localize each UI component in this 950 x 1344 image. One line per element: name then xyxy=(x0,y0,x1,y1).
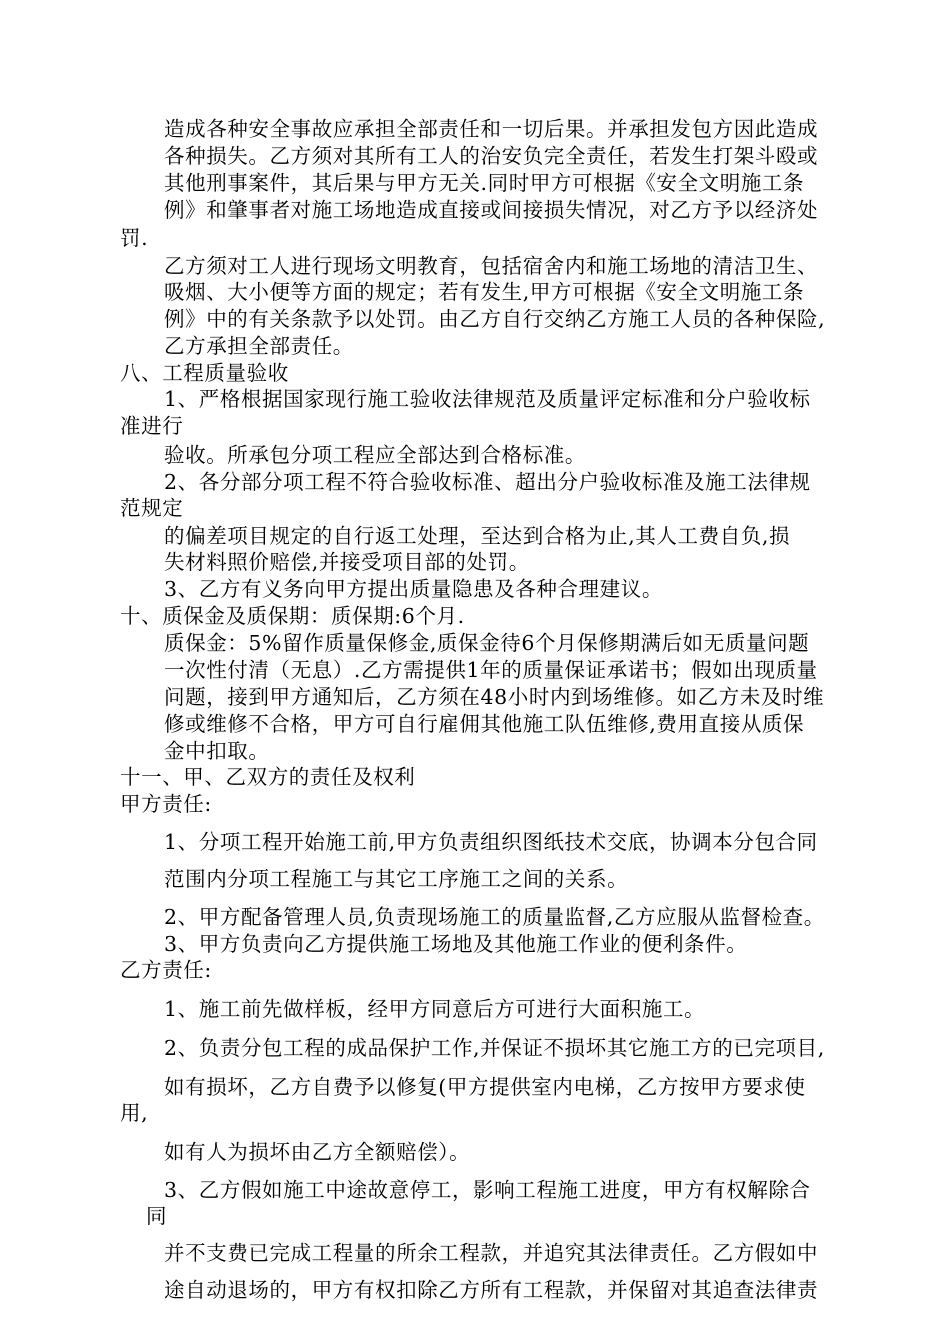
text-line: 3、甲方负责向乙方提供施工场地及其他施工作业的便利条件。 xyxy=(164,932,748,956)
text-line: 乙方须对工人进行现场文明教育，包括宿舍内和施工场地的清洁卫生、 xyxy=(164,254,819,278)
section-heading: 十一、甲、乙双方的责任及权利 xyxy=(120,765,416,789)
text-line: 3、乙方假如施工中途故意停工，影响工程施工进度，甲方有权解除合 xyxy=(164,1178,811,1202)
text-line: 的偏差项目规定的自行返工处理，至达到合格为止,其人工费自负,损 xyxy=(164,524,791,548)
text-line: 1、严格根据国家现行施工验收法律规范及质量评定标准和分户验收标 xyxy=(164,387,811,411)
text-line: 修或维修不合格，甲方可自行雇佣其他施工队伍维修,费用直接从质保 xyxy=(164,712,805,736)
section-heading: 八、工程质量验收 xyxy=(120,361,289,385)
text-line: 准进行 xyxy=(120,414,184,438)
text-line: 范规定 xyxy=(120,496,184,520)
text-line: 2、各分部分项工程不符合验收标准、超出分户验收标准及施工法律规 xyxy=(164,470,811,494)
subheading: 乙方责任: xyxy=(120,958,212,982)
text-line: 3、乙方有义务向甲方提出质量隐患及各种合理建议。 xyxy=(164,577,663,601)
section-heading: 十、质保金及质保期：质保期:6个月. xyxy=(120,604,465,628)
text-line: 各种损失。乙方须对其所有工人的治安负完全责任，若发生打架斗殴或 xyxy=(164,144,819,168)
text-line: 其他刑事案件，其后果与甲方无关.同时甲方可根据《安全文明施工条 xyxy=(164,171,805,195)
text-line: 例》中的有关条款予以处罚。由乙方自行交纳乙方施工人员的各种保险, xyxy=(164,307,826,331)
text-line: 同 xyxy=(146,1204,168,1228)
text-line: 如有损坏，乙方自费予以修复(甲方提供室内电梯，乙方按甲方要求使 xyxy=(164,1075,806,1099)
text-line: 2、甲方配备管理人员,负责现场施工的质量监督,乙方应服从监督检查。 xyxy=(164,905,825,929)
text-line: 范围内分项工程施工与其它工序施工之间的关系。 xyxy=(164,867,629,891)
subheading: 甲方责任: xyxy=(120,792,212,816)
text-line: 质保金：5%留作质量保修金,质保金待6个月保修期满后如无质量问题 xyxy=(164,631,810,655)
text-line: 2、负责分包工程的成品保护工作,并保证不损坏其它施工方的已完项目, xyxy=(164,1036,825,1060)
text-line: 1、施工前先做样板，经甲方同意后方可进行大面积施工。 xyxy=(164,997,706,1021)
text-line: 一次性付清（无息）.乙方需提供1年的质量保证承诺书；假如出现质量 xyxy=(164,658,818,682)
text-line: 例》和肇事者对施工场地造成直接或间接损失情况，对乙方予以经济处 xyxy=(164,198,819,222)
text-line: 用, xyxy=(120,1101,149,1125)
text-line: 问题，接到甲方通知后，乙方须在48小时内到场维修。如乙方未及时维 xyxy=(164,685,825,709)
text-line: 乙方承担全部责任。 xyxy=(164,334,354,358)
text-line: 途自动退场的，甲方有权扣除乙方所有工程款，并保留对其追查法律责 xyxy=(164,1278,819,1302)
text-line: 吸烟、大小便等方面的规定；若有发生,甲方可根据《安全文明施工条 xyxy=(164,280,805,304)
text-line: 金中扣取。 xyxy=(164,739,270,763)
text-line: 失材料照价赔偿,并接受项目部的处罚。 xyxy=(164,550,530,574)
text-line: 1、分项工程开始施工前,甲方负责组织图纸技术交底，协调本分包合同 xyxy=(164,830,818,854)
text-line: 并不支费已完成工程量的所余工程款，并追究其法律责任。乙方假如中 xyxy=(164,1241,819,1265)
text-line: 验收。所承包分项工程应全部达到合格标准。 xyxy=(164,443,586,467)
text-line: 如有人为损坏由乙方全额赔偿）。 xyxy=(164,1140,471,1164)
text-line: 造成各种安全事故应承担全部责任和一切后果。并承担发包方因此造成 xyxy=(164,117,819,141)
text-line: 罚. xyxy=(120,226,149,250)
